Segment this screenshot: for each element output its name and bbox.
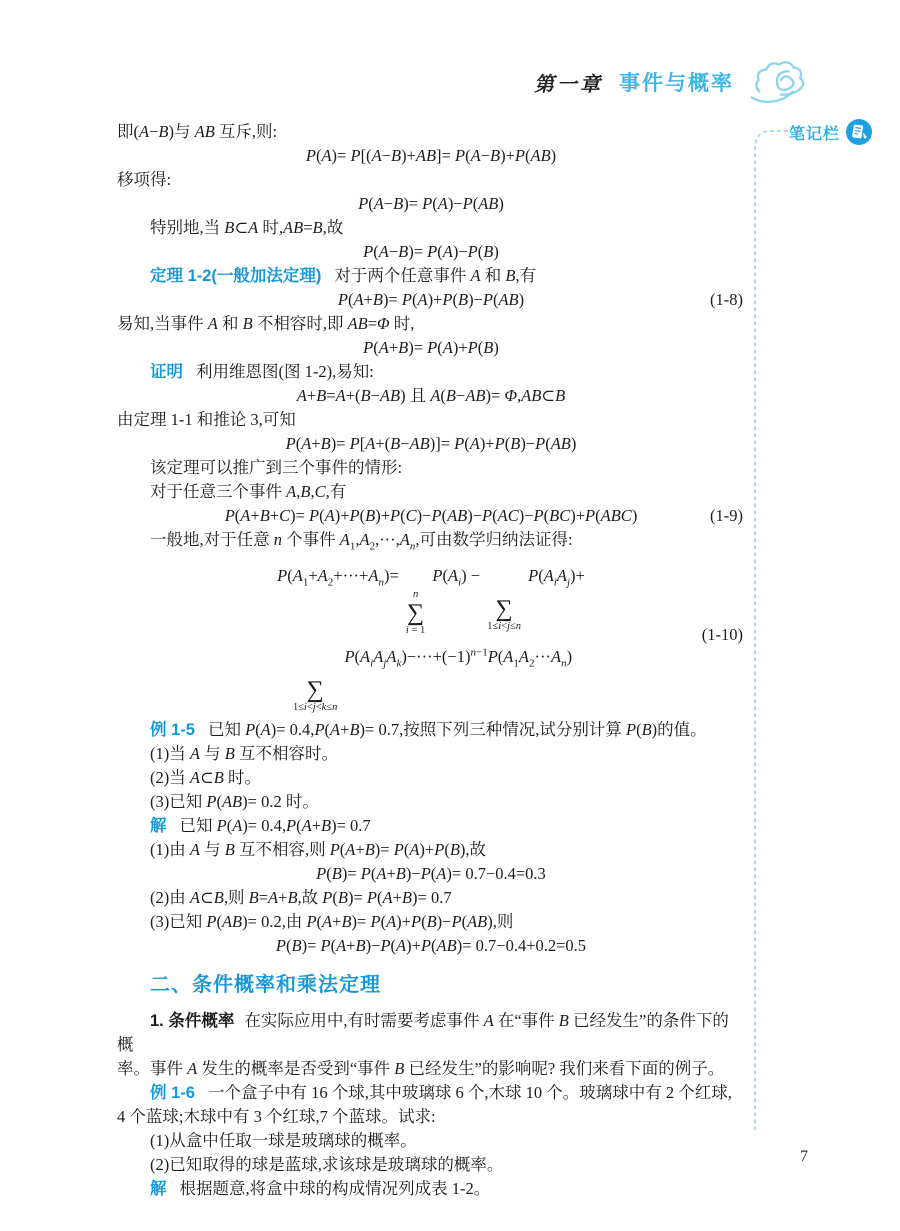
summation-symbol: ∑ 1≤i<j<k≤n [292,677,338,713]
text-line [117,766,745,790]
text-line [117,408,745,432]
line-text: (3)已知 P(AB)= 0.2,由 P(A+B)= P(A)+P(B)−P(AB),则 [150,912,514,931]
text-line [117,456,745,480]
equation-number: (1-8) [710,290,743,309]
text-line [117,528,745,552]
page-body [117,120,745,1201]
text-line [117,312,745,336]
line-text: (2)当 A⊂B 时。 [150,768,262,787]
text-line [117,742,745,766]
formula-line [117,862,745,886]
line-text: 在实际应用中,有时需要考虑事件 A 在“事件 B 已经发生”的条件下的概 [117,1011,729,1054]
text-line [117,1009,745,1057]
notebook-pen-icon [845,118,873,146]
page-number: 7 [800,1148,808,1165]
line-text: 已知 P(A)= 0.4,P(A+B)= 0.7,按照下列三种情况,试分别计算 P(B)的值。 [207,720,707,739]
line-text: 由定理 1-1 和推论 3,可知 [117,410,296,429]
text-line [117,1177,745,1201]
chapter-number: 第一章 [534,73,603,96]
line-text: 对于两个任意事件 A 和 B,有 [334,266,537,285]
inline-label: 例 1-6 [150,1084,195,1102]
line-text: (2)由 A⊂B,则 B=A+B,故 P(B)= P(A+B)= 0.7 [150,888,452,907]
line-text: 一个盒子中有 16 个球,其中玻璃球 6 个,木球 10 个。玻璃球中有 2 个红球, [207,1083,732,1102]
notes-label: 笔记栏 [789,125,841,143]
text-line [117,718,745,742]
text-line [117,1129,745,1153]
formula-line [117,288,745,312]
line-text: 特别地,当 B⊂A 时,AB=B,故 [150,218,344,237]
formula-line [117,384,745,408]
line-text: 即(A−B)与 AB 互斥,则: [117,122,278,141]
line-text: (3)已知 P(AB)= 0.2 时。 [150,792,319,811]
text-line [117,264,745,288]
summation-symbol: ∑ 1≤i<j≤n [487,596,521,632]
cloud-swirl-icon [746,56,808,108]
chapter-title: 事件与概率 [619,72,734,95]
formula-line [117,336,745,360]
inline-label: 解 [150,817,167,835]
line-text: (1)从盒中任取一球是玻璃球的概率。 [150,1131,417,1150]
text-line [117,1057,745,1081]
text-line [117,838,745,862]
line-text: P(B)= P(A+B)−P(A)+P(AB)= 0.7−0.4+0.2=0.5 [275,936,587,955]
equation-number: (1-9) [710,506,743,525]
line-text: 一般地,对于任意 n 个事件 $A_1,A_2,\cdot\cdot\cdot,A_n$,可由数学归纳法证得: [150,530,573,553]
line-text: 根据题意,将盒中球的构成情况列成表 1-2。 [179,1179,491,1198]
line-text: (2)已知取得的球是蓝球,求该球是玻璃球的概率。 [150,1155,504,1174]
formula-line [117,192,745,216]
text-line [117,790,745,814]
formula-row: $P(A_1+A_2+\cdot\cdot\cdot+A_n)=$ n ∑ i = 1 $P(A_i)$ − ∑ 1≤i<j≤n $P(A_iA_j)+$ [277,566,585,636]
summation-symbol: n ∑ i = 1 [405,589,426,636]
chapter-header [0,56,808,108]
line-text: P(A+B)= P(A)+P(B)−P(AB) [337,290,525,309]
line-text: (1)当 A 与 B 互不相容时。 [150,744,338,763]
inline-label: 1. 条件概率 [150,1012,235,1030]
line-text: 对于任意三个事件 A,B,C,有 [150,482,347,501]
text-line [117,1081,745,1105]
line-text: 易知,当事件 A 和 B 不相容时,即 AB=Φ 时, [117,314,415,333]
equation-number: (1-10) [701,625,743,644]
formula-line [117,504,745,528]
line-text: P(A)= P[(A−B)+AB]= P(A−B)+P(AB) [305,146,557,165]
text-line [117,886,745,910]
formula-row: ∑ 1≤i<j<k≤n $P(A_iA_jA_k)-\cdot\cdot\cdot+(-1)^{n-1}P(A_1A_2\cdot\cdot\cdot A_n)$ [292,646,573,713]
inline-label: 证明 [150,363,183,381]
text-line [117,1153,745,1177]
notes-column-tag [789,118,873,146]
line-text: 率。事件 A 发生的概率是否受到“事件 B 已经发生”的影响呢? 我们来看下面的例子。 [117,1059,725,1078]
line-text: 4 个蓝球;木球中有 3 个红球,7 个蓝球。试求: [117,1107,436,1126]
text-line [117,910,745,934]
formula-line [117,432,745,456]
line-text: 利用维恩图(图 1-2),易知: [196,362,374,381]
text-line [117,814,745,838]
line-text: P(A−B)= P(A)−P(B) [363,242,499,261]
text-line [117,168,745,192]
line-text: P(A−B)= P(A)−P(AB) [358,194,504,213]
display-formula [117,552,745,718]
inline-label: 解 [150,1180,167,1198]
formula-line [117,144,745,168]
formula-line [117,240,745,264]
line-text: 移项得: [117,170,172,189]
text-line [117,120,745,144]
line-text: 已知 P(A)= 0.4,P(A+B)= 0.7 [179,816,371,835]
line-text: P(A+B)= P[A+(B−AB)]= P(A)+P(B)−P(AB) [285,434,577,453]
line-text: A+B=A+(B−AB) 且 A(B−AB)= Φ,AB⊂B [296,386,566,405]
text-line [117,360,745,384]
line-text: (1)由 A 与 B 互不相容,则 P(A+B)= P(A)+P(B),故 [150,840,487,859]
inline-label: 例 1-5 [150,721,195,739]
line-text: P(A+B)= P(A)+P(B) [363,338,499,357]
line-text: 该定理可以推广到三个事件的情形: [150,458,403,477]
section-heading [117,972,745,999]
text-line [117,480,745,504]
line-text: P(A+B+C)= P(A)+P(B)+P(C)−P(AB)−P(AC)−P(BC)+P(ABC) [224,506,638,525]
inline-label: 定理 1-2(一般加法定理) [150,267,322,285]
section-heading-text: 二、条件概率和乘法定理 [150,974,381,996]
formula-line [117,934,745,958]
text-line [117,1105,745,1129]
line-text: P(B)= P(A+B)−P(A)= 0.7−0.4=0.3 [316,864,546,883]
text-line [117,216,745,240]
